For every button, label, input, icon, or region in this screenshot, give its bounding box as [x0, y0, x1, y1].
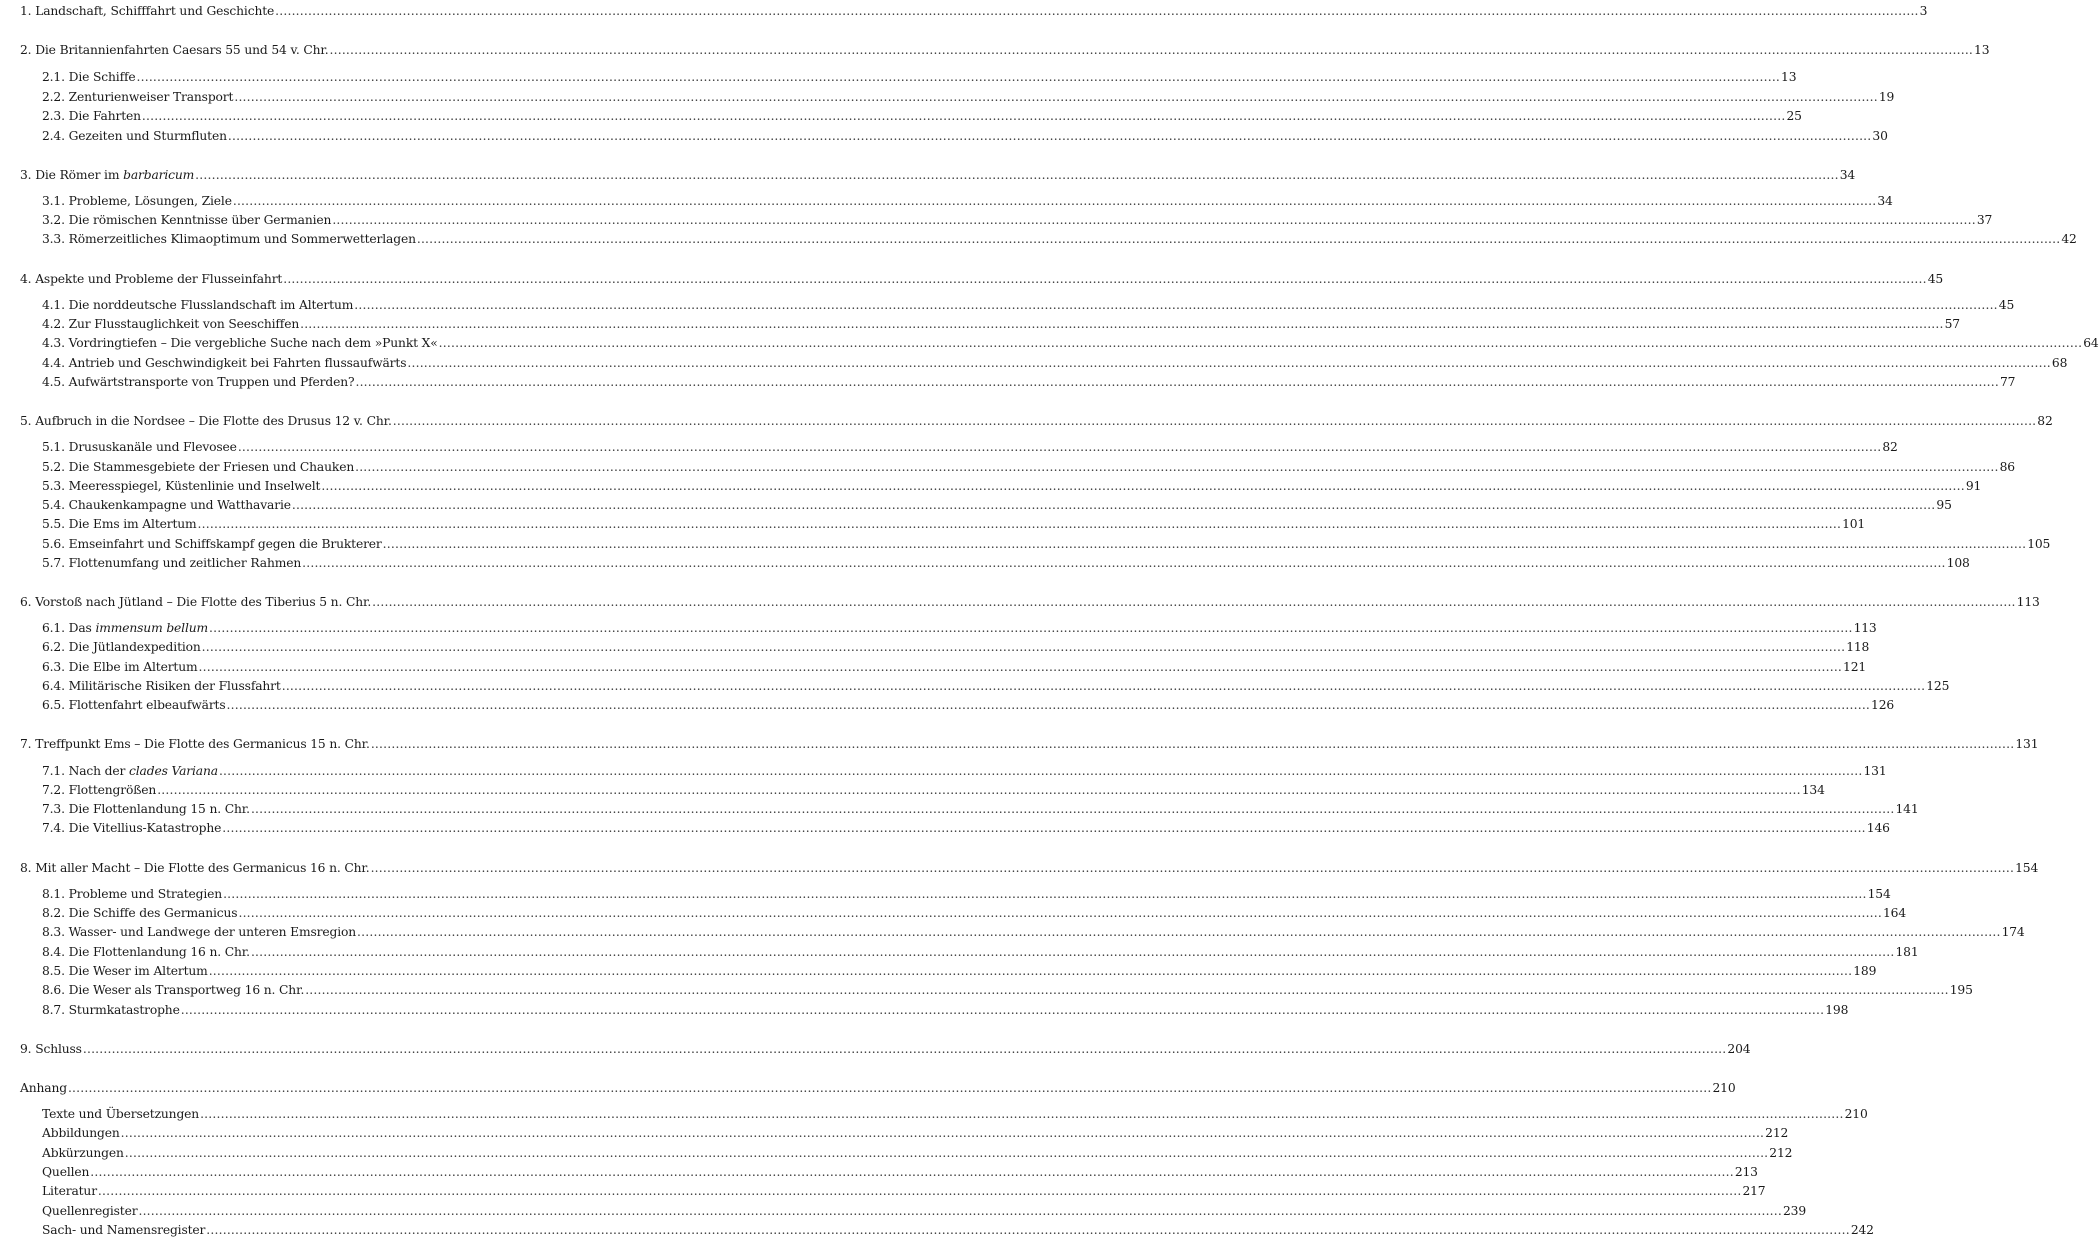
- toc-chapter: [20, 1079, 1736, 1097]
- entry-title: [20, 1079, 67, 1097]
- dot-leader: ................................................................................................................................................................................................................................................................................................................................................................................................................: [407, 356, 2051, 370]
- page-number: 195: [1949, 983, 1973, 997]
- entry-title-text: 4.4. Antrieb und Geschwindigkeit bei Fahrten flussaufwärts: [42, 356, 407, 370]
- entry-title: [42, 696, 226, 714]
- toc-section: [42, 438, 1898, 456]
- entry-title-text: 2.3. Die Fahrten: [42, 109, 141, 123]
- entry-title-text: 2. Die Britannienfahrten Caesars 55 und 54 v. Chr.: [20, 43, 329, 57]
- entry-title-text: 7. Treffpunkt Ems – Die Flotte des Germanicus 15 n. Chr.: [20, 737, 370, 751]
- dot-leader: ................................................................................................................................................................................................................................................................................................................................................................................................................: [136, 70, 1781, 84]
- entry-title: [42, 1124, 120, 1142]
- toc-section: [42, 354, 2068, 372]
- dot-leader: ................................................................................................................................................................................................................................................................................................................................................................................................................: [67, 1081, 1712, 1095]
- entry-title-text: 7.4. Die Vitellius-Katastrophe: [42, 821, 222, 835]
- entry-title-text: 6.3. Die Elbe im Altertum: [42, 660, 198, 674]
- page-number: 198: [1825, 1003, 1849, 1017]
- page-number: 113: [2016, 595, 2040, 609]
- entry-title-text: 6. Vorstoß nach Jütland – Die Flotte des Tiberius 5 n. Chr.: [20, 595, 372, 609]
- entry-title-text: 4.5. Aufwärtstransporte von Truppen und Pferden?: [42, 375, 355, 389]
- toc-section: [42, 658, 1867, 676]
- page-number: 37: [1976, 213, 1993, 227]
- page-number: 125: [1926, 679, 1950, 693]
- page-number: 121: [1843, 660, 1867, 674]
- entry-title: [42, 230, 416, 248]
- entry-title-text: 8.7. Sturmkatastrophe: [42, 1003, 180, 1017]
- entry-title-text: 6.1. Das: [42, 621, 96, 635]
- page-number: 82: [1882, 440, 1898, 454]
- entry-title-text: 5.7. Flottenumfang und zeitlicher Rahmen: [42, 556, 302, 570]
- toc-chapter: [20, 2, 1928, 20]
- page-number: 213: [1734, 1165, 1758, 1179]
- entry-title: [42, 981, 304, 999]
- page-number: 77: [2000, 375, 2016, 389]
- entry-title: [20, 593, 371, 611]
- toc-section: [42, 1221, 1874, 1239]
- entry-title: [42, 800, 250, 818]
- toc-section: [42, 373, 2016, 391]
- dot-leader: ................................................................................................................................................................................................................................................................................................................................................................................................................: [416, 232, 2061, 246]
- toc-section: [42, 619, 1877, 637]
- entry-title-text: Literatur: [42, 1184, 97, 1198]
- entry-title: [42, 88, 233, 106]
- page-number: 134: [1801, 783, 1825, 797]
- toc-chapter: [20, 859, 2039, 877]
- dot-leader: ................................................................................................................................................................................................................................................................................................................................................................................................................: [372, 595, 2016, 609]
- toc-section: [42, 762, 1887, 780]
- dot-leader: ................................................................................................................................................................................................................................................................................................................................................................................................................: [201, 640, 1846, 654]
- entry-title-italic: barbaricum: [123, 168, 195, 182]
- toc-section: [42, 1124, 1789, 1142]
- page-number: 126: [1871, 698, 1895, 712]
- entry-title-text: 8.5. Die Weser im Altertum: [42, 964, 208, 978]
- page-number: 189: [1853, 964, 1877, 978]
- dot-leader: ................................................................................................................................................................................................................................................................................................................................................................................................................: [209, 621, 1853, 635]
- page-number: 57: [1944, 317, 1960, 331]
- toc-section: [42, 315, 1960, 333]
- entry-title-text: 8.1. Probleme und Strategien: [42, 887, 223, 901]
- toc-section: [42, 1182, 1766, 1200]
- dot-leader: ................................................................................................................................................................................................................................................................................................................................................................................................................: [237, 440, 1882, 454]
- dot-leader: ................................................................................................................................................................................................................................................................................................................................................................................................................: [357, 925, 2001, 939]
- dot-leader: ................................................................................................................................................................................................................................................................................................................................................................................................................: [82, 1042, 1727, 1056]
- dot-leader: ................................................................................................................................................................................................................................................................................................................................................................................................................: [120, 1126, 1765, 1140]
- entry-title: [42, 943, 250, 961]
- entry-title-text: 1. Landschaft, Schifffahrt und Geschichte: [20, 4, 275, 18]
- page-number: 212: [1769, 1146, 1793, 1160]
- entry-title: [20, 735, 370, 753]
- toc-section: [42, 800, 1919, 818]
- page-number: 68: [2051, 356, 2068, 370]
- toc-chapter: [20, 412, 2053, 430]
- dot-leader: ................................................................................................................................................................................................................................................................................................................................................................................................................: [226, 698, 1871, 712]
- page-number: 154: [1867, 887, 1891, 901]
- toc-section: [42, 923, 2025, 941]
- entry-title-italic: immensum bellum: [95, 621, 209, 635]
- entry-title-text: Texte und Übersetzungen: [42, 1107, 200, 1121]
- entry-title-text: 6.2. Die Jütlandexpedition: [42, 640, 201, 654]
- entry-title-text: 2.1. Die Schiffe: [42, 70, 136, 84]
- dot-leader: ................................................................................................................................................................................................................................................................................................................................................................................................................: [250, 945, 1895, 959]
- entry-title: [42, 334, 438, 352]
- dot-leader: ................................................................................................................................................................................................................................................................................................................................................................................................................: [281, 679, 1926, 693]
- page-number: 91: [1965, 479, 1982, 493]
- toc-section: [42, 1163, 1758, 1181]
- toc-section: [42, 962, 1877, 980]
- entry-title: [42, 1182, 97, 1200]
- toc-section: [42, 943, 1919, 961]
- dot-leader: ................................................................................................................................................................................................................................................................................................................................................................................................................: [200, 1107, 1844, 1121]
- dot-leader: ................................................................................................................................................................................................................................................................................................................................................................................................................: [438, 336, 2083, 350]
- page-number: 204: [1727, 1042, 1751, 1056]
- page-number: 64: [2083, 336, 2099, 350]
- page-number: 239: [1783, 1204, 1807, 1218]
- page-number: 13: [1974, 43, 1990, 57]
- entry-title-text: 5. Aufbruch in die Nordsee – Die Flotte des Drusus 12 v. Chr.: [20, 414, 392, 428]
- entry-title: [42, 904, 237, 922]
- entry-title-text: 8.4. Die Flottenlandung 16 n. Chr.: [42, 945, 250, 959]
- entry-title-text: Quellenregister: [42, 1204, 138, 1218]
- entry-title: [42, 68, 136, 86]
- entry-title-text: Abkürzungen: [42, 1146, 124, 1160]
- entry-title-text: 8.2. Die Schiffe des Germanicus: [42, 906, 238, 920]
- dot-leader: ................................................................................................................................................................................................................................................................................................................................................................................................................: [138, 1204, 1782, 1218]
- toc-chapter: [20, 735, 2039, 753]
- dot-leader: ................................................................................................................................................................................................................................................................................................................................................................................................................: [275, 4, 1919, 18]
- dot-leader: ................................................................................................................................................................................................................................................................................................................................................................................................................: [206, 1223, 1850, 1237]
- page-number: 25: [1786, 109, 1802, 123]
- entry-title-text: 9. Schluss: [20, 1042, 82, 1056]
- toc-section: [42, 781, 1825, 799]
- dot-leader: ................................................................................................................................................................................................................................................................................................................................................................................................................: [157, 783, 1801, 797]
- dot-leader: ................................................................................................................................................................................................................................................................................................................................................................................................................: [227, 129, 1872, 143]
- dot-leader: ................................................................................................................................................................................................................................................................................................................................................................................................................: [97, 1184, 1742, 1198]
- toc-section: [42, 981, 1973, 999]
- toc-section: [42, 904, 1907, 922]
- entry-title: [42, 962, 208, 980]
- page-number: 131: [1863, 764, 1887, 778]
- page-number: 131: [2015, 737, 2039, 751]
- page-number: 34: [1877, 194, 1893, 208]
- entry-title: [20, 41, 329, 59]
- entry-title: [42, 781, 156, 799]
- toc-section: [42, 885, 1891, 903]
- entry-title: [42, 819, 221, 837]
- toc-section: [42, 107, 1802, 125]
- entry-title-text: 7.3. Die Flottenlandung 15 n. Chr.: [42, 802, 250, 816]
- dot-leader: ................................................................................................................................................................................................................................................................................................................................................................................................................: [208, 964, 1853, 978]
- dot-leader: ................................................................................................................................................................................................................................................................................................................................................................................................................: [90, 1165, 1734, 1179]
- page-number: 212: [1765, 1126, 1789, 1140]
- entry-title: [42, 1105, 199, 1123]
- toc-section: [42, 1105, 1868, 1123]
- entry-title: [20, 166, 194, 184]
- toc-section: [42, 638, 1870, 656]
- page-number: 108: [1946, 556, 1970, 570]
- toc-section: [42, 192, 1893, 210]
- dot-leader: ................................................................................................................................................................................................................................................................................................................................................................................................................: [238, 906, 1882, 920]
- entry-title: [42, 107, 141, 125]
- toc-section: [42, 1144, 1793, 1162]
- entry-title-text: 7.2. Flottengrößen: [42, 783, 157, 797]
- dot-leader: ................................................................................................................................................................................................................................................................................................................................................................................................................: [321, 479, 1965, 493]
- entry-title: [42, 458, 354, 476]
- dot-leader: ................................................................................................................................................................................................................................................................................................................................................................................................................: [329, 43, 1974, 57]
- dot-leader: ................................................................................................................................................................................................................................................................................................................................................................................................................: [382, 537, 2027, 551]
- entry-title: [42, 619, 208, 637]
- entry-title-text: 8. Mit aller Macht – Die Flotte des Germanicus 16 n. Chr.: [20, 861, 370, 875]
- entry-title: [42, 127, 227, 145]
- page-number: 217: [1742, 1184, 1766, 1198]
- page-number: 174: [2001, 925, 2025, 939]
- dot-leader: ................................................................................................................................................................................................................................................................................................................................................................................................................: [180, 1003, 1825, 1017]
- toc-section: [42, 230, 2077, 248]
- entry-title: [42, 923, 356, 941]
- toc-section: [42, 1202, 1807, 1220]
- entry-title-text: 6.4. Militärische Risiken der Flussfahrt: [42, 679, 281, 693]
- entry-title: [42, 885, 222, 903]
- page-number: 141: [1895, 802, 1919, 816]
- toc-section: [42, 88, 1895, 106]
- page-number: 45: [1927, 272, 1944, 286]
- dot-leader: ................................................................................................................................................................................................................................................................................................................................................................................................................: [355, 460, 1999, 474]
- dot-leader: ................................................................................................................................................................................................................................................................................................................................................................................................................: [222, 821, 1866, 835]
- entry-title-text: 7.1. Nach der: [42, 764, 130, 778]
- toc-section: [42, 477, 1982, 495]
- dot-leader: ................................................................................................................................................................................................................................................................................................................................................................................................................: [198, 660, 1843, 674]
- entry-title-text: 4.2. Zur Flusstauglichkeit von Seeschiffen: [42, 317, 300, 331]
- dot-leader: ................................................................................................................................................................................................................................................................................................................................................................................................................: [355, 375, 1999, 389]
- entry-title: [20, 859, 370, 877]
- entry-title-text: Anhang: [20, 1081, 67, 1095]
- toc-chapter: [20, 270, 1944, 288]
- page-number: 101: [1842, 517, 1866, 531]
- toc-section: [42, 68, 1797, 86]
- toc-section: [42, 819, 1890, 837]
- page-number: 113: [1853, 621, 1877, 635]
- entry-title-text: 8.6. Die Weser als Transportweg 16 n. Chr.: [42, 983, 305, 997]
- entry-title-text: 5.4. Chaukenkampagne und Watthavarie: [42, 498, 291, 512]
- entry-title-text: 5.2. Die Stammesgebiete der Friesen und Chauken: [42, 460, 355, 474]
- page-number: 118: [1846, 640, 1870, 654]
- entry-title-text: 2.4. Gezeiten und Sturmfluten: [42, 129, 227, 143]
- entry-title-text: 4. Aspekte und Probleme der Flusseinfahrt: [20, 272, 283, 286]
- entry-title-text: 3.1. Probleme, Lösungen, Ziele: [42, 194, 232, 208]
- toc-section: [42, 696, 1895, 714]
- dot-leader: ................................................................................................................................................................................................................................................................................................................................................................................................................: [300, 317, 1944, 331]
- dot-leader: ................................................................................................................................................................................................................................................................................................................................................................................................................: [283, 272, 1927, 286]
- entry-title: [42, 477, 320, 495]
- entry-title: [42, 658, 198, 676]
- dot-leader: ................................................................................................................................................................................................................................................................................................................................................................................................................: [232, 194, 1877, 208]
- dot-leader: ................................................................................................................................................................................................................................................................................................................................................................................................................: [354, 298, 1998, 312]
- page-number: 13: [1781, 70, 1797, 84]
- page-number: 3: [1919, 4, 1928, 18]
- entry-title-text: 4.3. Vordringtiefen – Die vergebliche Suche nach dem »Punkt X«: [42, 336, 438, 350]
- entry-title: [42, 1202, 137, 1220]
- dot-leader: ................................................................................................................................................................................................................................................................................................................................................................................................................: [305, 983, 1949, 997]
- entry-title-text: 5.3. Meeresspiegel, Küstenlinie und Inselwelt: [42, 479, 321, 493]
- entry-title-text: 3.2. Die römischen Kenntnisse über Germanien: [42, 213, 332, 227]
- dot-leader: ................................................................................................................................................................................................................................................................................................................................................................................................................: [218, 764, 1863, 778]
- entry-title: [42, 1163, 89, 1181]
- toc-section: [42, 677, 1950, 695]
- entry-title: [42, 192, 232, 210]
- page-number: 86: [1999, 460, 2015, 474]
- toc-section: [42, 554, 1970, 572]
- dot-leader: ................................................................................................................................................................................................................................................................................................................................................................................................................: [234, 90, 1878, 104]
- dot-leader: ................................................................................................................................................................................................................................................................................................................................................................................................................: [370, 737, 2015, 751]
- entry-title: [42, 1144, 124, 1162]
- page-number: 146: [1866, 821, 1890, 835]
- page-number: 30: [1872, 129, 1888, 143]
- entry-title: [20, 270, 282, 288]
- page-number: 105: [2027, 537, 2051, 551]
- entry-title-text: 4.1. Die norddeutsche Flusslandschaft im Altertum: [42, 298, 354, 312]
- entry-title-italic: clades Variana: [129, 764, 218, 778]
- entry-title: [42, 373, 354, 391]
- page-number: 19: [1878, 90, 1895, 104]
- entry-title: [42, 762, 218, 780]
- toc-chapter: [20, 593, 2040, 611]
- page-number: 82: [2037, 414, 2053, 428]
- toc-chapter: [20, 41, 1990, 59]
- entry-title: [42, 496, 291, 514]
- page-number: 34: [1839, 168, 1856, 182]
- dot-leader: ................................................................................................................................................................................................................................................................................................................................................................................................................: [195, 168, 1839, 182]
- page-number: 45: [1998, 298, 2015, 312]
- page-number: 210: [1844, 1107, 1868, 1121]
- entry-title: [42, 296, 353, 314]
- entry-title-text: 5.1. Drususkanäle und Flevosee: [42, 440, 237, 454]
- dot-leader: ................................................................................................................................................................................................................................................................................................................................................................................................................: [392, 414, 2037, 428]
- entry-title: [42, 554, 301, 572]
- toc-section: [42, 496, 1952, 514]
- entry-title: [42, 1001, 180, 1019]
- entry-title: [42, 354, 406, 372]
- entry-title-text: Sach- und Namensregister: [42, 1223, 206, 1237]
- toc-section: [42, 296, 2015, 314]
- toc-section: [42, 515, 1866, 533]
- toc-section: [42, 211, 1993, 229]
- page-number: 164: [1883, 906, 1907, 920]
- entry-title-text: 5.6. Emseinfahrt und Schiffskampf gegen die Brukterer: [42, 537, 382, 551]
- entry-title: [42, 638, 201, 656]
- entry-title: [42, 515, 197, 533]
- dot-leader: ................................................................................................................................................................................................................................................................................................................................................................................................................: [223, 887, 1867, 901]
- entry-title-text: 2.2. Zenturienweiser Transport: [42, 90, 234, 104]
- entry-title: [42, 438, 237, 456]
- entry-title: [42, 677, 281, 695]
- entry-title-text: 6.5. Flottenfahrt elbeaufwärts: [42, 698, 226, 712]
- page-number: 181: [1895, 945, 1919, 959]
- page-number: 42: [2061, 232, 2077, 246]
- dot-leader: ................................................................................................................................................................................................................................................................................................................................................................................................................: [141, 109, 1786, 123]
- dot-leader: ................................................................................................................................................................................................................................................................................................................................................................................................................: [124, 1146, 1769, 1160]
- dot-leader: ................................................................................................................................................................................................................................................................................................................................................................................................................: [291, 498, 1936, 512]
- toc-section: [42, 535, 2051, 553]
- dot-leader: ................................................................................................................................................................................................................................................................................................................................................................................................................: [302, 556, 1946, 570]
- entry-title-text: 3. Die Römer im: [20, 168, 124, 182]
- page-number: 242: [1850, 1223, 1874, 1237]
- entry-title: [42, 1221, 205, 1239]
- entry-title: [20, 2, 274, 20]
- entry-title: [20, 412, 392, 430]
- dot-leader: ................................................................................................................................................................................................................................................................................................................................................................................................................: [197, 517, 1842, 531]
- toc-section: [42, 1001, 1849, 1019]
- entry-title-text: 5.5. Die Ems im Altertum: [42, 517, 197, 531]
- entry-title: [20, 1040, 82, 1058]
- toc-section: [42, 458, 2015, 476]
- toc-section: [42, 127, 1888, 145]
- entry-title-text: 8.3. Wasser- und Landwege der unteren Emsregion: [42, 925, 357, 939]
- dot-leader: ................................................................................................................................................................................................................................................................................................................................................................................................................: [332, 213, 1976, 227]
- page-number: 95: [1936, 498, 1952, 512]
- entry-title: [42, 315, 299, 333]
- dot-leader: ................................................................................................................................................................................................................................................................................................................................................................................................................: [370, 861, 2015, 875]
- entry-title-text: Abbildungen: [42, 1126, 120, 1140]
- entry-title: [42, 211, 331, 229]
- page-number: 154: [2015, 861, 2039, 875]
- dot-leader: ................................................................................................................................................................................................................................................................................................................................................................................................................: [250, 802, 1895, 816]
- toc-section: [42, 334, 2099, 352]
- page-number: 210: [1712, 1081, 1736, 1095]
- toc-chapter: [20, 1040, 1751, 1058]
- toc-chapter: [20, 166, 1856, 184]
- entry-title-text: 3.3. Römerzeitliches Klimaoptimum und Sommerwetterlagen: [42, 232, 416, 246]
- entry-title-text: Quellen: [42, 1165, 90, 1179]
- entry-title: [42, 535, 382, 553]
